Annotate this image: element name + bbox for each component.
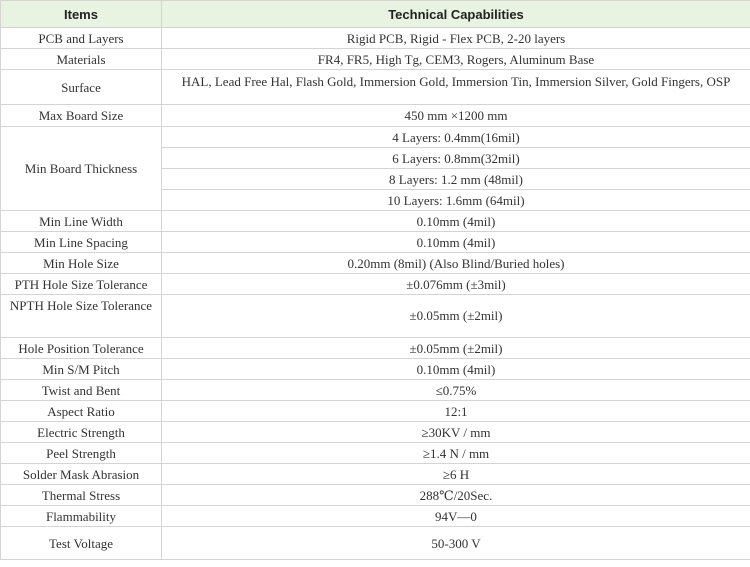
row-value: 94V—0 bbox=[162, 506, 750, 527]
table-row bbox=[1, 506, 750, 527]
row-value: 6 Layers: 0.8mm(32mil) bbox=[162, 148, 750, 169]
row-value: ≥30KV / mm bbox=[162, 422, 750, 443]
row-value: ±0.076mm (±3mil) bbox=[162, 274, 750, 295]
row-label: Solder Mask Abrasion bbox=[1, 464, 162, 485]
header-items: Items bbox=[1, 1, 162, 28]
row-label: Min Line Spacing bbox=[1, 232, 162, 253]
row-label: Test Voltage bbox=[1, 527, 162, 560]
row-label: Electric Strength bbox=[1, 422, 162, 443]
row-value: 0.10mm (4mil) bbox=[162, 359, 750, 380]
table-row bbox=[1, 274, 750, 295]
row-value: 0.20mm (8mil) (Also Blind/Buried holes) bbox=[162, 253, 750, 274]
row-label: Min Board Thickness bbox=[1, 127, 162, 211]
table-row bbox=[1, 464, 750, 485]
row-value: 8 Layers: 1.2 mm (48mil) bbox=[162, 169, 750, 190]
header-row bbox=[1, 1, 750, 28]
table-row bbox=[1, 443, 750, 464]
row-label: Materials bbox=[1, 49, 162, 70]
row-value: FR4, FR5, High Tg, CEM3, Rogers, Aluminum Base bbox=[162, 49, 750, 70]
table-row bbox=[1, 253, 750, 274]
table-row bbox=[1, 359, 750, 380]
row-value: ≥6 H bbox=[162, 464, 750, 485]
row-label: PCB and Layers bbox=[1, 28, 162, 49]
table-row bbox=[1, 338, 750, 359]
row-label: Hole Position Tolerance bbox=[1, 338, 162, 359]
row-label: Twist and Bent bbox=[1, 380, 162, 401]
row-value: 4 Layers: 0.4mm(16mil) bbox=[162, 127, 750, 148]
row-value: ±0.05mm (±2mil) bbox=[162, 295, 750, 338]
row-label: Surface bbox=[1, 70, 162, 105]
table-row bbox=[1, 211, 750, 232]
row-label: Min Hole Size bbox=[1, 253, 162, 274]
row-value: ≥1.4 N / mm bbox=[162, 443, 750, 464]
row-value: 10 Layers: 1.6mm (64mil) bbox=[162, 190, 750, 211]
row-value: ≤0.75% bbox=[162, 380, 750, 401]
table-row bbox=[1, 380, 750, 401]
table-row bbox=[1, 70, 750, 105]
row-value: 12:1 bbox=[162, 401, 750, 422]
table-row bbox=[1, 527, 750, 560]
row-label: Max Board Size bbox=[1, 105, 162, 127]
row-label: Peel Strength bbox=[1, 443, 162, 464]
row-label: Flammability bbox=[1, 506, 162, 527]
header-capabilities: Technical Capabilities bbox=[162, 1, 750, 28]
row-value: ±0.05mm (±2mil) bbox=[162, 338, 750, 359]
row-value: HAL, Lead Free Hal, Flash Gold, Immersion Gold, Immersion Tin, Immersion Silver, Gold Fingers, OSP bbox=[162, 70, 750, 105]
row-label: Min Line Width bbox=[1, 211, 162, 232]
row-label: PTH Hole Size Tolerance bbox=[1, 274, 162, 295]
row-value: 50-300 V bbox=[162, 527, 750, 560]
table-row bbox=[1, 28, 750, 49]
row-value: 0.10mm (4mil) bbox=[162, 211, 750, 232]
row-value: 0.10mm (4mil) bbox=[162, 232, 750, 253]
table-row bbox=[1, 232, 750, 253]
row-label: NPTH Hole Size Tolerance bbox=[1, 295, 162, 338]
row-label: Min S/M Pitch bbox=[1, 359, 162, 380]
table-row bbox=[1, 295, 750, 338]
row-label: Aspect Ratio bbox=[1, 401, 162, 422]
table-row bbox=[1, 485, 750, 506]
table-row bbox=[1, 422, 750, 443]
row-value: Rigid PCB, Rigid - Flex PCB, 2-20 layers bbox=[162, 28, 750, 49]
table-row bbox=[1, 401, 750, 422]
table-row-group bbox=[1, 127, 750, 148]
table-row bbox=[1, 49, 750, 70]
row-value: 450 mm ×1200 mm bbox=[162, 105, 750, 127]
table-row bbox=[1, 105, 750, 127]
row-label: Thermal Stress bbox=[1, 485, 162, 506]
row-value: 288℃/20Sec. bbox=[162, 485, 750, 506]
